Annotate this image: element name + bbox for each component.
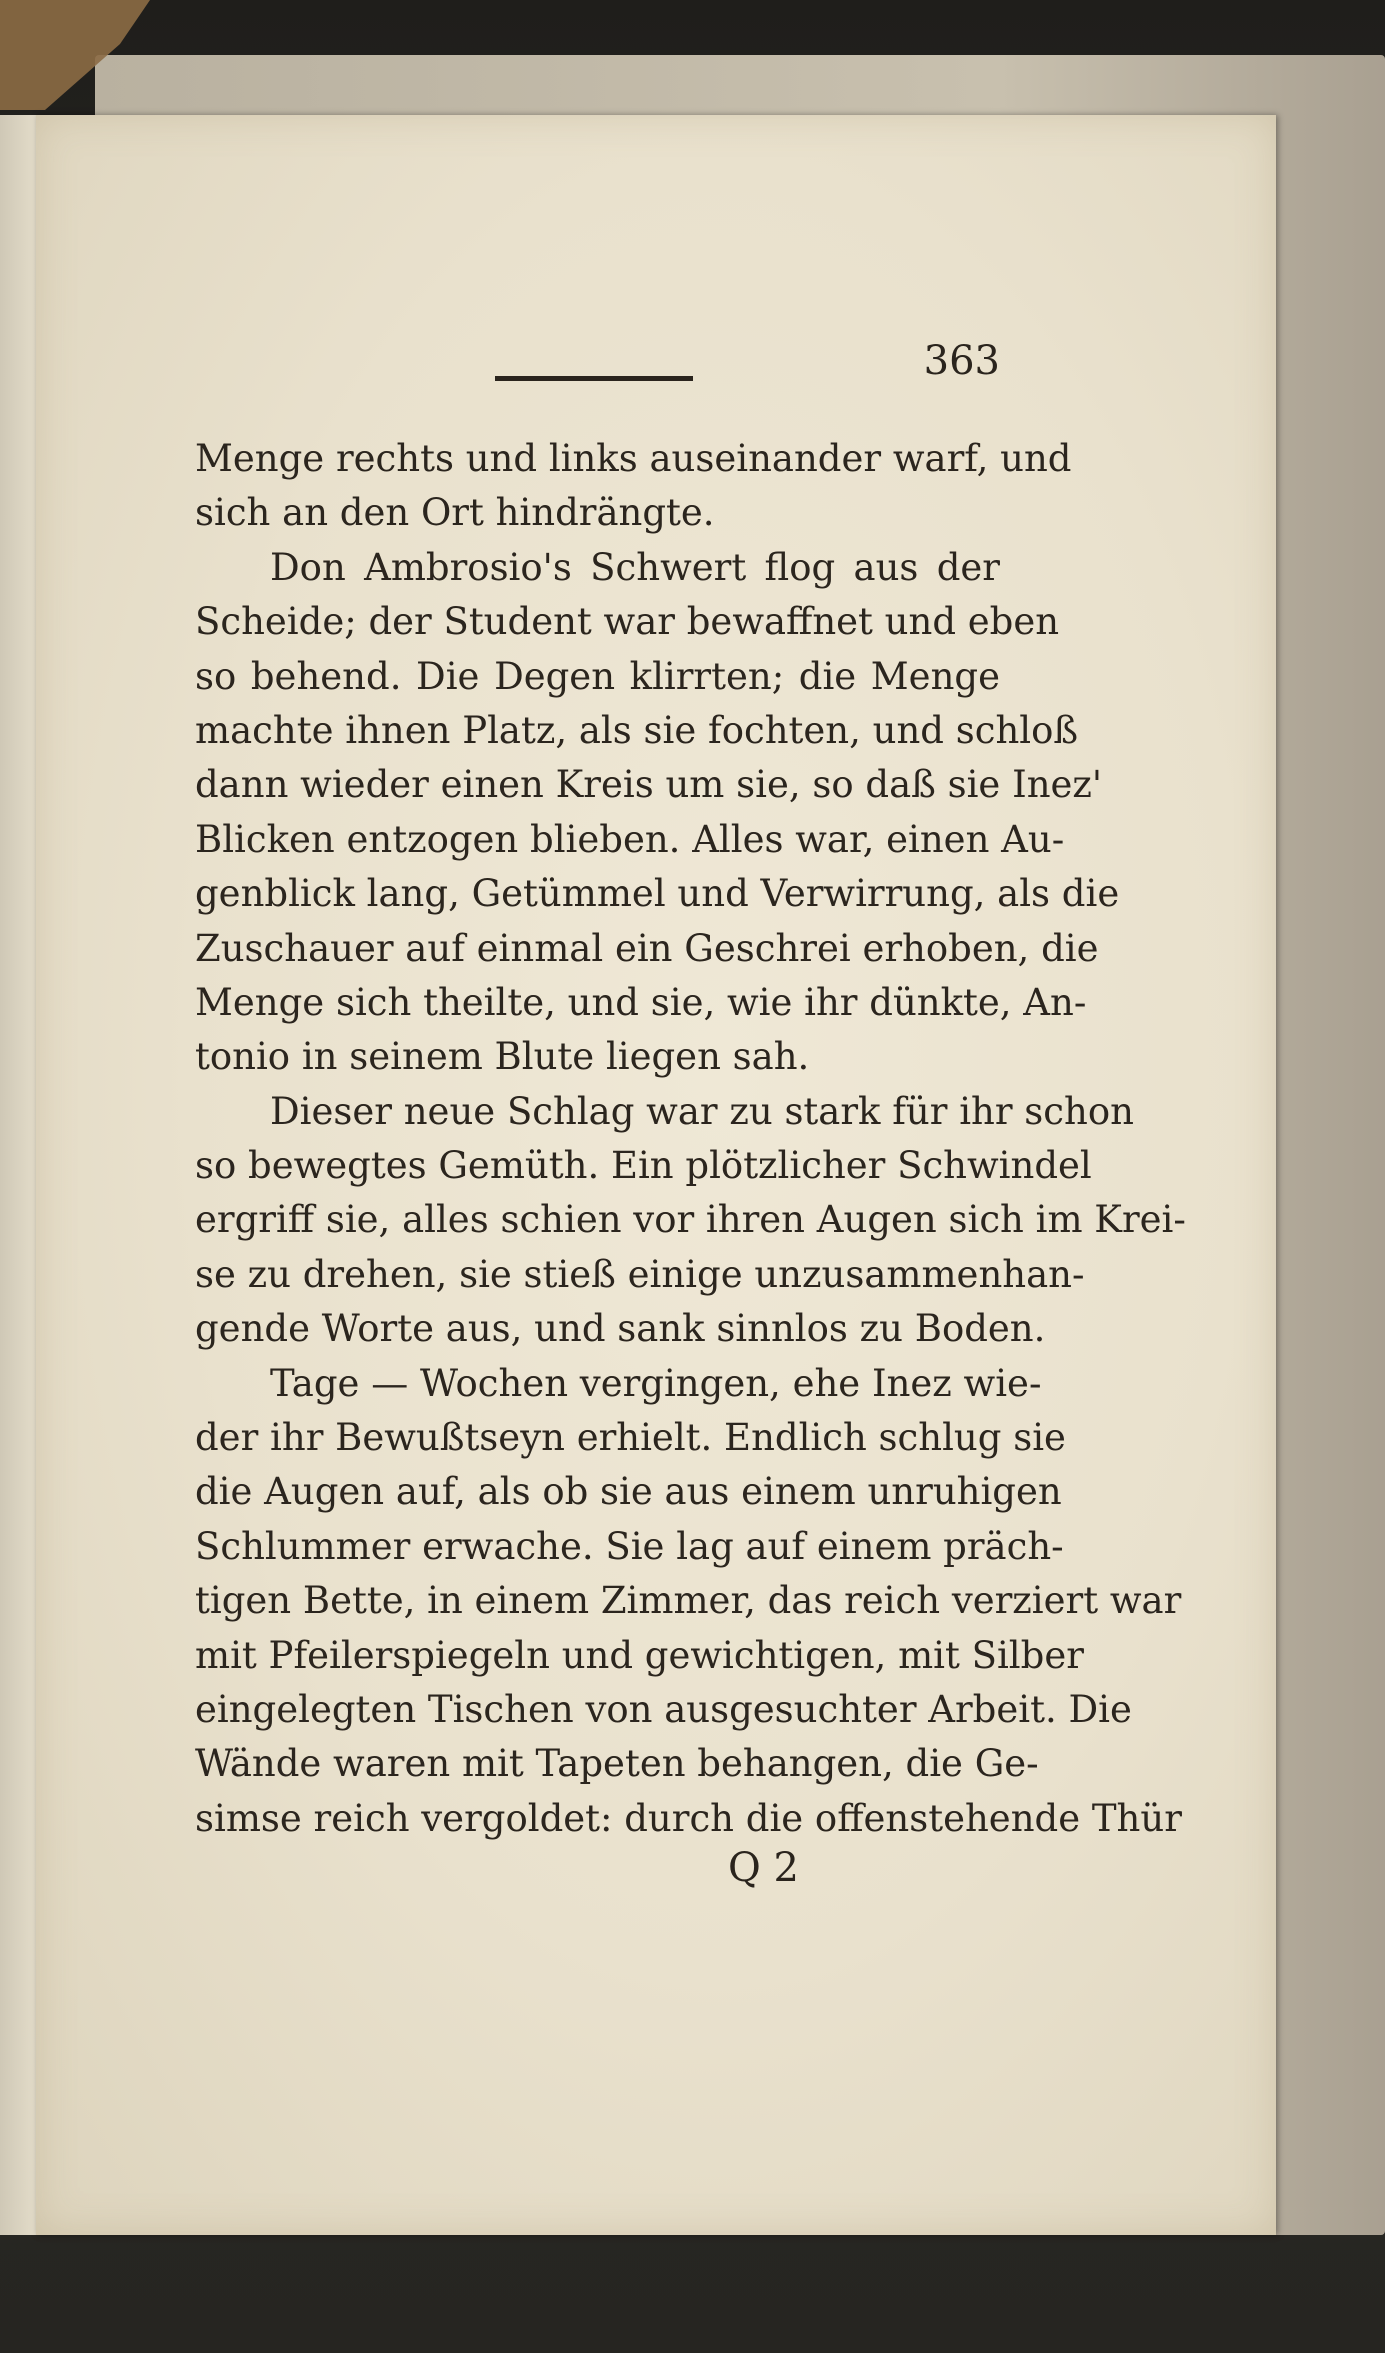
text-line: so bewegtes Gemüth. Ein plötzlicher Schwindel bbox=[195, 1144, 1092, 1188]
body-text bbox=[195, 432, 1186, 1846]
text-line: Wände waren mit Tapeten behangen, die Ge- bbox=[195, 1742, 1039, 1786]
text-line: Schlummer erwache. Sie lag auf einem präch- bbox=[195, 1524, 1064, 1568]
text-line: Zuschauer auf einmal ein Geschrei erhoben, die bbox=[195, 926, 1099, 970]
text-line: so behend. Die Degen klirrten; die Menge bbox=[195, 654, 1000, 698]
left-page-edge bbox=[0, 115, 40, 2235]
text-line: genblick lang, Getümmel und Verwirrung, als die bbox=[195, 872, 1120, 916]
text-line: die Augen auf, als ob sie aus einem unruhigen bbox=[195, 1470, 1062, 1514]
text-line: simse reich vergoldet: durch die offenstehende Thür bbox=[195, 1796, 1182, 1840]
text-line: Dieser neue Schlag war zu stark für ihr schon bbox=[270, 1089, 1134, 1133]
text-line: mit Pfeilerspiegeln und gewichtigen, mit Silber bbox=[195, 1633, 1084, 1677]
text-line: Scheide; der Student war bewaffnet und eben bbox=[195, 600, 1060, 644]
text-line: sich an den Ort hindrängte. bbox=[195, 491, 715, 535]
text-line: Menge rechts und links auseinander warf, und bbox=[195, 437, 1072, 480]
header-rule bbox=[495, 376, 693, 381]
text-line: ergriff sie, alles schien vor ihren Augen sich im Krei- bbox=[195, 1198, 1186, 1242]
text-line: dann wieder einen Kreis um sie, so daß sie Inez' bbox=[195, 763, 1103, 807]
text-line: tonio in seinem Blute liegen sah. bbox=[195, 1035, 810, 1079]
signature-mark: Q 2 bbox=[728, 1845, 799, 1891]
text-line: eingelegten Tischen von ausgesuchter Arbeit. Die bbox=[195, 1687, 1132, 1731]
text-line: gende Worte aus, und sank sinnlos zu Boden. bbox=[195, 1307, 1046, 1351]
text-line: machte ihnen Platz, als sie fochten, und schloß bbox=[195, 708, 1079, 752]
text-line: se zu drehen, sie stieß einige unzusammenhan- bbox=[195, 1252, 1085, 1296]
page-number: 363 bbox=[923, 338, 1000, 384]
text-line: der ihr Bewußtseyn erhielt. Endlich schlug sie bbox=[195, 1416, 1066, 1460]
text-line: tigen Bette, in einem Zimmer, das reich verziert war bbox=[195, 1579, 1182, 1623]
text-line: Don Ambrosio's Schwert flog aus der bbox=[270, 545, 1000, 589]
text-line: Tage — Wochen vergingen, ehe Inez wie- bbox=[270, 1361, 1042, 1405]
text-line: Blicken entzogen blieben. Alles war, einen Au- bbox=[195, 817, 1065, 861]
text-line: Menge sich theilte, und sie, wie ihr dünkte, An- bbox=[195, 980, 1087, 1024]
